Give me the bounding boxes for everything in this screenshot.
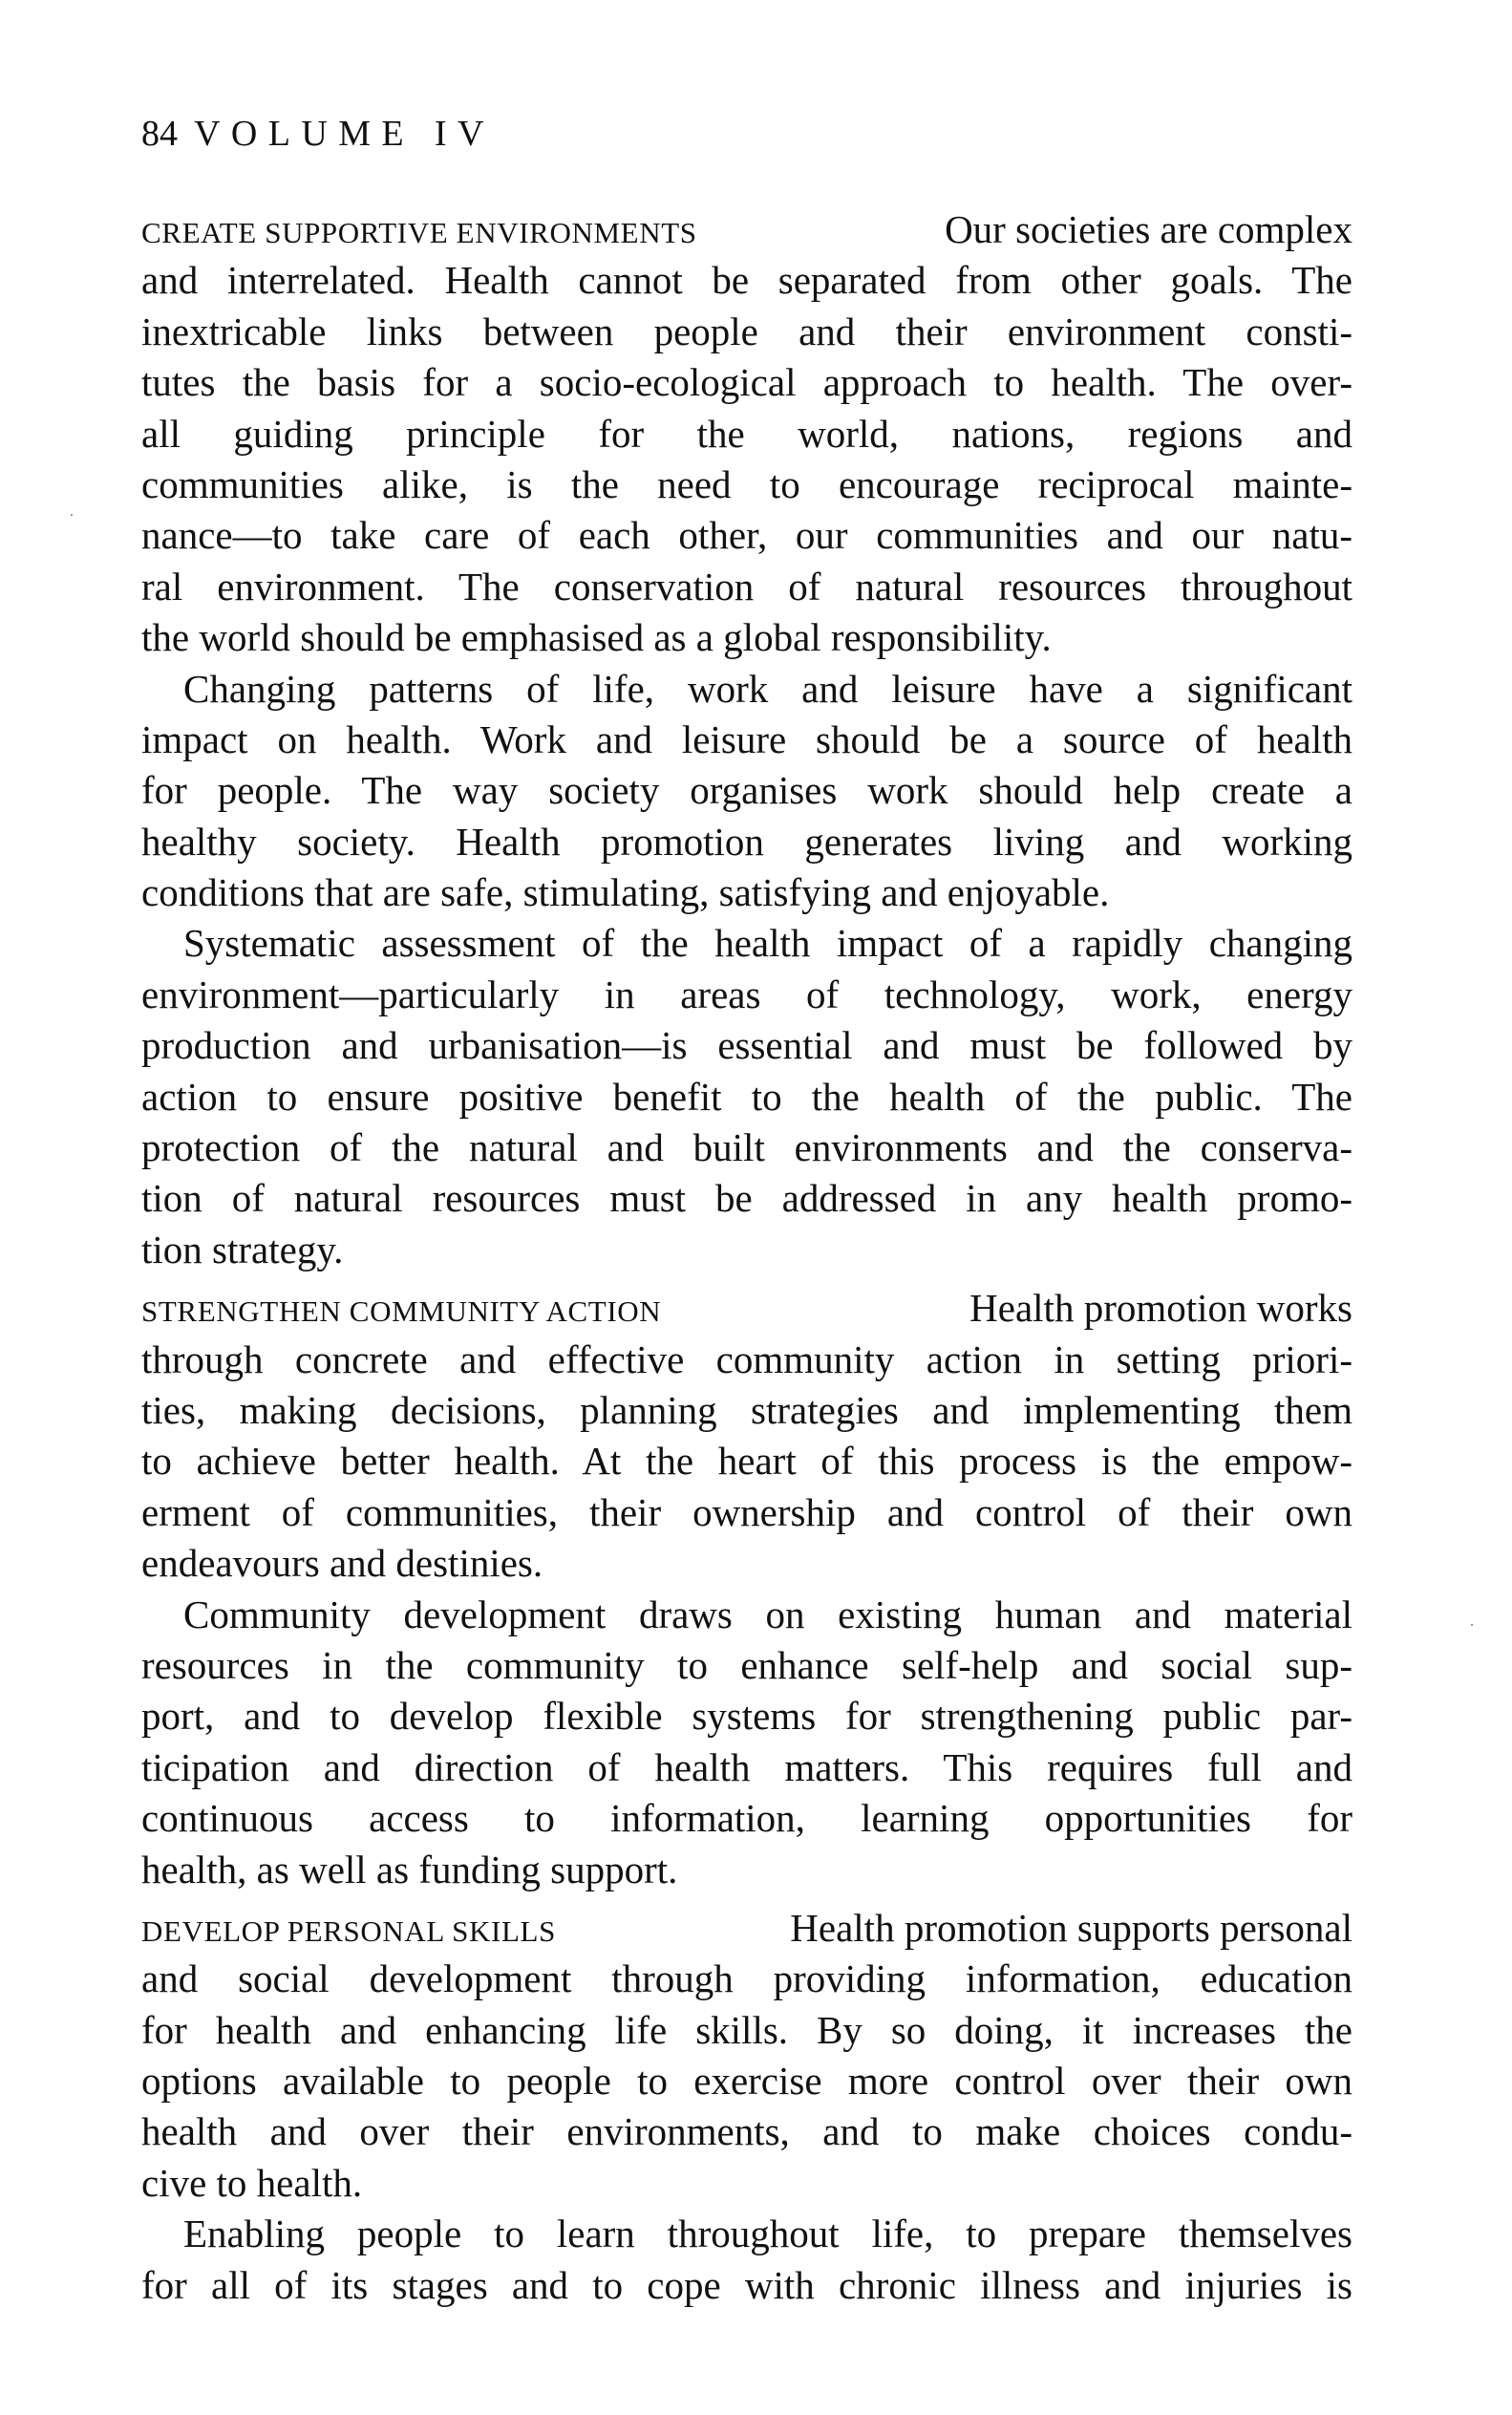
text-line: erment of communities, their ownership and control of their own [141, 1489, 1352, 1534]
text-line: ral environment. The conservation of natural resources throughout [141, 564, 1352, 609]
text-line: communities alike, is the need to encourage reciprocal mainte- [141, 461, 1352, 506]
paragraph [141, 918, 1352, 1275]
text-line: tion strategy. [141, 1227, 344, 1272]
running-header [141, 113, 495, 155]
section-paragraph [141, 1903, 1352, 2209]
text-line-content: Health promotion supports personal [790, 1905, 1352, 1950]
text-line: for people. The way society organises work should help create a [141, 768, 1352, 813]
text-line: tion of natural resources must be addressed in any health promo- [141, 1176, 1352, 1221]
text-line: resources in the community to enhance self-help and social sup- [141, 1642, 1352, 1687]
text-line: impact on health. Work and leisure should be a source of health [141, 716, 1352, 761]
scan-speck [1471, 1624, 1473, 1626]
text-line: nance—to take care of each other, our communities and our natu- [141, 513, 1352, 558]
page-number: 84 [141, 114, 178, 154]
text-line: ticipation and direction of health matters. This requires full and [141, 1744, 1352, 1789]
text-line: production and urbanisation—is essential and must be followed by [141, 1023, 1352, 1068]
text-line: options available to people to exercise more control over their own [141, 2059, 1352, 2104]
text-line: for all of its stages and to cope with chronic illness and injuries is [141, 2262, 1352, 2307]
paragraph [141, 1590, 1352, 1895]
text-line: conditions that are safe, stimulating, satisfying and enjoyable. [141, 870, 1110, 915]
text-line: health and over their environments, and to make choices condu- [141, 2109, 1352, 2154]
text-line: environment—particularly in areas of technology, work, energy [141, 972, 1352, 1016]
text-line: through concrete and effective community action in setting priori- [141, 1336, 1352, 1381]
scan-speck [71, 514, 73, 516]
section-paragraph [141, 204, 1352, 664]
text-line: Systematic assessment of the health impact of a rapidly changing [183, 921, 1352, 966]
text-line: inextricable links between people and their environment consti- [141, 309, 1352, 353]
text-line: and social development through providing information, education [141, 1956, 1352, 2001]
text-line [141, 1903, 1352, 1954]
text-line: Changing patterns of life, work and leisure have a significant [183, 666, 1352, 711]
text-line: cive to health. [141, 2160, 363, 2205]
text-line [141, 1283, 1352, 1334]
text-line [141, 204, 1352, 255]
text-line: healthy society. Health promotion generates living and working [141, 819, 1352, 864]
page-body [141, 204, 1352, 2311]
section-heading: DEVELOP PERSONAL SKILLS [141, 1913, 556, 1948]
text-line: health, as well as funding support. [141, 1847, 678, 1891]
text-line: tutes the basis for a socio-ecological approach to health. The over- [141, 360, 1352, 405]
text-line: continuous access to information, learning opportunities for [141, 1796, 1352, 1841]
paragraph [141, 664, 1352, 919]
text-line: for health and enhancing life skills. By so doing, it increases the [141, 2007, 1352, 2052]
text-line: the world should be emphasised as a global responsibility. [141, 615, 1052, 660]
paragraph [141, 2209, 1352, 2311]
text-line: to achieve better health. At the heart of this process is the empow- [141, 1439, 1352, 1484]
section-paragraph [141, 1283, 1352, 1589]
section-heading: STRENGTHEN COMMUNITY ACTION [141, 1294, 662, 1329]
text-line: ties, making decisions, planning strategies and implementing them [141, 1387, 1352, 1432]
running-title: VOLUME IV [194, 114, 495, 154]
section-heading: CREATE SUPPORTIVE ENVIRONMENTS [141, 216, 697, 249]
text-line-content: Our societies are complex [945, 207, 1352, 251]
text-line: protection of the natural and built environments and the conserva- [141, 1125, 1352, 1170]
text-line: Enabling people to learn throughout life, to prepare themselves [183, 2212, 1352, 2256]
text-line: action to ensure positive benefit to the health of the public. The [141, 1074, 1352, 1119]
text-line: Community development draws on existing human and material [183, 1592, 1352, 1636]
text-line: and interrelated. Health cannot be separated from other goals. The [141, 258, 1352, 303]
text-line-content: Health promotion works [969, 1286, 1352, 1331]
text-line: port, and to develop flexible systems for strengthening public par- [141, 1694, 1352, 1739]
text-line: endeavours and destinies. [141, 1541, 543, 1586]
text-line: all guiding principle for the world, nations, regions and [141, 411, 1352, 456]
